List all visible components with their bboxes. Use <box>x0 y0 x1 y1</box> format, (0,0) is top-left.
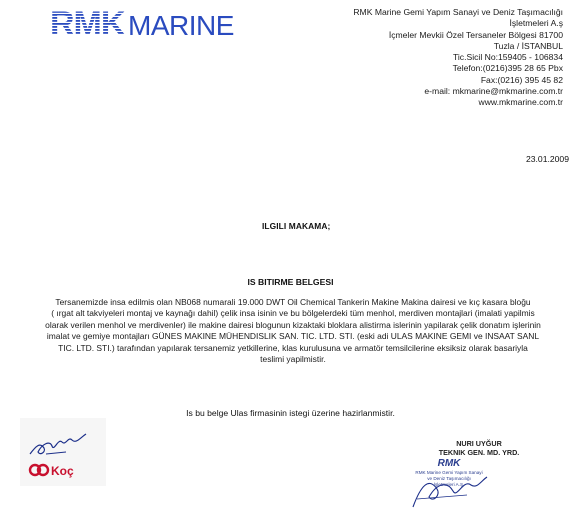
stamp-line: İşletmeleri A.Ş. <box>433 482 465 487</box>
rmk-marine-logo <box>48 5 234 43</box>
company-line: İşletmeleri A.ş <box>509 18 563 29</box>
company-line: Telefon:(0216)395 28 65 Pbx <box>452 63 563 74</box>
signatory-title: TEKNIK GEN. MD. YRD. <box>438 448 520 457</box>
company-line: Tic.Sicil No:159405 - 106834 <box>452 52 563 63</box>
handwritten-signature-left <box>26 428 96 462</box>
signatory-name: NURI UYĞUR <box>456 439 502 448</box>
company-website: www.mkmarine.com.tr <box>478 97 563 108</box>
body-line: ( ırgat alt takviyeleri montaj ve kaynağı dahil) çelik insa isinin ve bu bölgelerdeki tüm menhol, merdiven montajlari (imalati yapilmis <box>51 308 535 319</box>
logo-rmk-text: RMK <box>50 5 125 43</box>
company-line: RMK Marine Gemi Yapım Sanayi ve Deniz Taşımacılığı <box>353 7 563 17</box>
body-line: imalat ve gemiye montajları GÜNES MAKINE MÜHENDISLIK SAN. TIC. LTD. STI. (eski adi ULAS MAKINE GEMI ve INSAAT SANL <box>46 331 540 342</box>
document-body <box>12 297 574 366</box>
body-line: Tersanemizde insa edilmis olan NB068 numarali 19.000 DWT Oil Chemical Tankerin Makine Makina dairesi ve kıç kasara bloğu <box>55 297 531 307</box>
koc-logo <box>28 462 88 478</box>
document-date: 23.01.2009 <box>525 154 569 164</box>
company-line: Fax:(0216) 395 45 82 <box>480 74 563 85</box>
document-subject: IS BITIRME BELGESI <box>247 277 334 287</box>
closing-statement: Is bu belge Ulas firmasinin istegi üzerine hazirlanmistir. <box>186 408 395 418</box>
stamp-logo-text: RMK <box>437 458 461 469</box>
company-line: Tuzla / İSTANBUL <box>493 40 563 51</box>
stamp-line: RMK Marine Gemi Yapım Sanayi <box>415 470 483 475</box>
body-line: olarak verilen menhol ve merdivenler) ile makine dairesi blogunun kizaktaki bloklara alistirma islerinin yapilarak çelik donatım işlerinin <box>45 319 541 330</box>
stamp-line: ve Deniz Taşımacılığı <box>427 476 471 481</box>
addressee: ILGILI MAKAMA; <box>262 221 331 231</box>
logo-marine-text: MARINE <box>128 10 234 41</box>
body-line: teslimi yapilmistir. <box>260 354 326 365</box>
company-line: İçmeler Mevkii Özel Tersaneler Bölgesi 81700 <box>388 29 563 40</box>
company-stamp <box>407 455 491 513</box>
company-address-block <box>263 7 563 109</box>
company-email: e-mail: mkmarine@mkmarine.com.tr <box>424 86 563 97</box>
body-line: TIC. LTD. STI.) tarafından yapılarak tersanemiz yetkillerine, klas kurulusuna ve armatör temsilcilerine eksiksiz olarak basariyla <box>58 342 528 353</box>
koc-logo-text: Koç <box>51 464 74 478</box>
